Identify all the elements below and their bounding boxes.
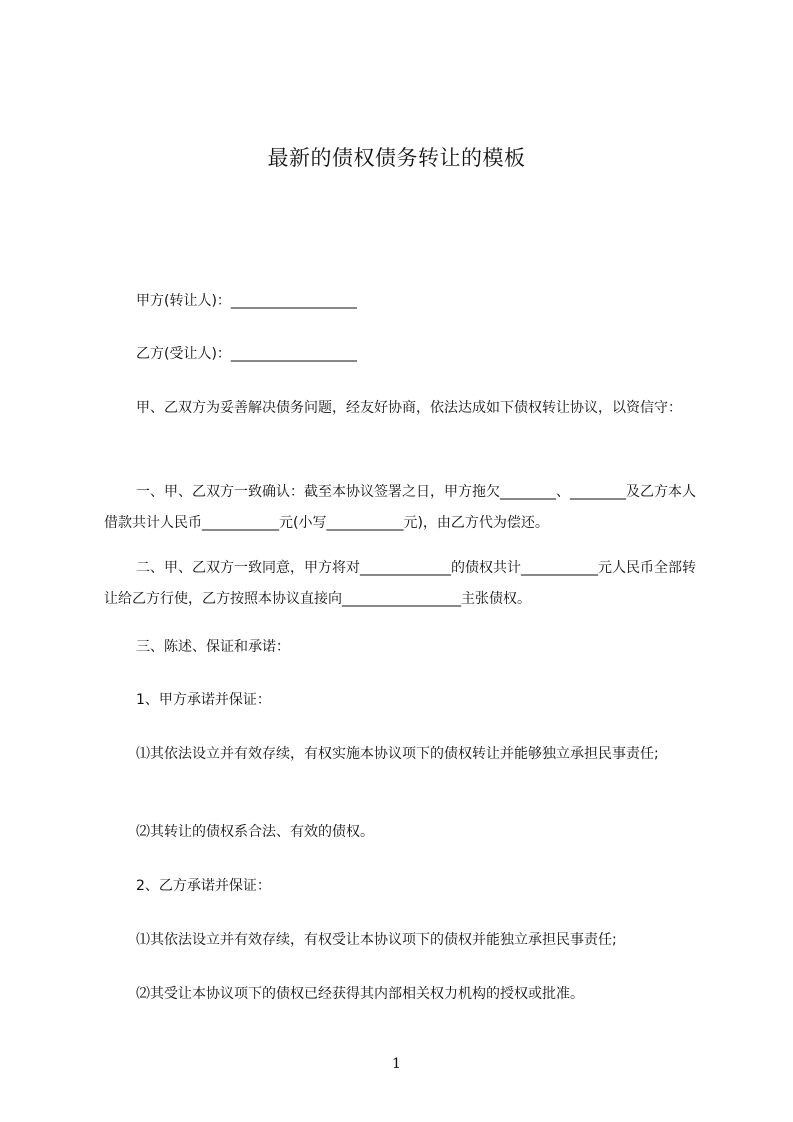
party-a-warranty-item-2: ⑵其转让的债权系合法、有效的债权。 xyxy=(136,824,374,840)
party-b-warranty-item-2: ⑵其受让本协议项下的债权已经获得其内部相关权力机构的授权或批准。 xyxy=(136,986,584,1002)
party-b-warranty-heading: 2、乙方承诺并保证： xyxy=(136,878,271,894)
party-b-line: 乙方(受让人)：__________________ xyxy=(136,346,357,362)
page-number: 1 xyxy=(392,1056,401,1072)
preamble-paragraph: 甲、乙双方为妥善解决债务问题，经友好协商，依法达成如下债权转让协议，以资信守： xyxy=(136,400,682,416)
party-b-warranty-item-1: ⑴其依法设立并有效存续，有权受让本协议项下的债权并能独立承担民事责任; xyxy=(136,932,617,948)
clause-1-paragraph: 一、甲、乙双方一致确认：截至本协议签署之日，甲方拖欠________、________及乙方本人借款共计人民币___________元(小写___________元)，由乙方代为偿还。 xyxy=(104,484,696,531)
clause-3-heading: 三、陈述、保证和承诺： xyxy=(136,639,290,655)
document-title: 最新的债权债务转让的模板 xyxy=(267,146,526,170)
clause-2-paragraph: 二、甲、乙双方一致同意，甲方将对_____________的债权共计___________元人民币全部转让给乙方行使，乙方按照本协议直接向_________________主张债权。 xyxy=(104,560,696,607)
party-a-warranty-heading: 1、甲方承诺并保证： xyxy=(136,692,271,708)
party-a-warranty-item-1: ⑴其依法设立并有效存续，有权实施本协议项下的债权转让并能够独立承担民事责任; xyxy=(136,746,659,762)
party-a-line: 甲方(转让人)：__________________ xyxy=(136,293,357,309)
